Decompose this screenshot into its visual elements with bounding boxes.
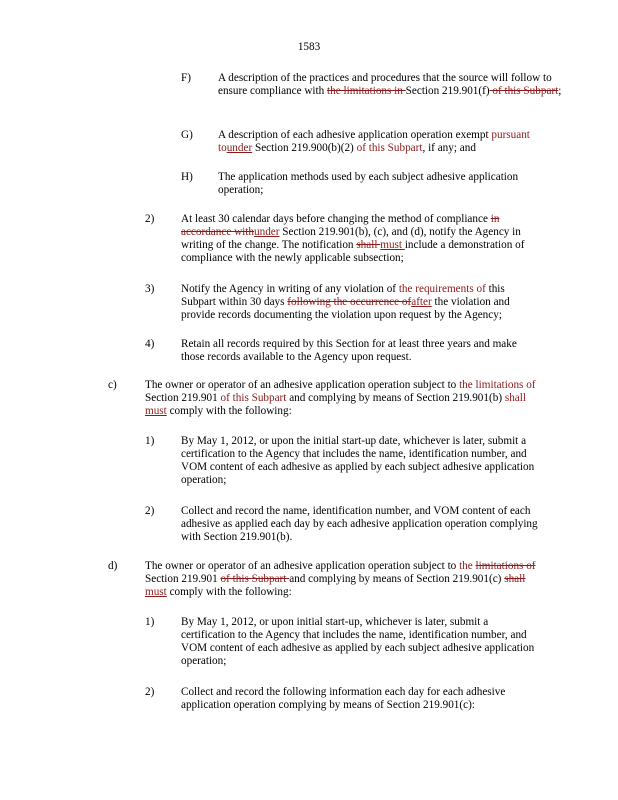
- text-run: Collect and record the name, identification number, and VOM content of each adhesive as applied each day by each adhesive application operation complying with Section 219.901(b).: [181, 505, 538, 543]
- item-marker: 1): [145, 435, 155, 447]
- item-marker: 2): [145, 213, 155, 225]
- text-run: ;: [558, 85, 562, 97]
- inserted-text: under: [226, 142, 253, 154]
- page-number: 1583: [297, 41, 321, 53]
- deleted-text: shall: [504, 573, 526, 585]
- item-marker: G): [181, 129, 193, 141]
- text-run: Section 219.901(f): [405, 85, 490, 97]
- item-text: [145, 560, 545, 599]
- text-run: A description of each adhesive application operation exempt: [218, 129, 492, 141]
- text-run: Section 219.900(b)(2): [252, 142, 357, 154]
- text-run: The owner or operator of an adhesive application operation subject to: [145, 560, 460, 572]
- text-run: and complying by means of Section 219.901(b): [286, 392, 505, 404]
- deleted-text: of this Subpart: [489, 85, 559, 97]
- inserted-text: the requirements of: [398, 283, 486, 295]
- text-run: comply with the following:: [166, 586, 292, 598]
- inserted-text: under: [254, 226, 280, 238]
- inserted-text: of this Subpart: [220, 392, 287, 404]
- item-text: [218, 72, 563, 98]
- inserted-text: shall: [504, 392, 526, 404]
- item-text: [181, 435, 541, 487]
- item-text: [181, 283, 538, 322]
- deleted-text: of this Subpart: [220, 573, 290, 585]
- item-marker: H): [181, 171, 193, 183]
- item-text: [181, 505, 541, 544]
- inserted-text: must: [145, 405, 167, 417]
- item-text: [145, 379, 545, 418]
- inserted-text: of this Subpart: [356, 142, 423, 154]
- item-marker: F): [181, 72, 191, 84]
- deleted-text: following the occurrence of: [287, 296, 412, 308]
- text-run: By May 1, 2012, or upon the initial start-up date, whichever is later, submit a certification to the Agency that includes the name, identification number, and VOM content of each adhesive as applied by each subject adhesive application operation;: [181, 435, 535, 486]
- item-text: [181, 213, 538, 265]
- deleted-text: in accordance with: [181, 213, 500, 238]
- text-run: A description of the practices and procedures that the source will follow to ensure compliance with: [218, 72, 552, 97]
- text-run: , if any; and: [422, 142, 476, 154]
- item-marker: 2): [145, 686, 155, 698]
- inserted-text: the limitations of: [459, 379, 536, 391]
- item-marker: 2): [145, 505, 155, 517]
- text-run: Section 219.901: [145, 392, 221, 404]
- text-run: comply with the following:: [166, 405, 292, 417]
- text-run: Notify the Agency in writing of any violation of: [181, 283, 399, 295]
- item-marker: 3): [145, 283, 155, 295]
- text-run: Section 219.901(b), (c), and (d), notify the Agency in writing of the change. The notification: [181, 226, 521, 251]
- text-run: Retain all records required by this Section for at least three years and make those records available to the Agency upon request.: [181, 338, 517, 363]
- text-run: this Subpart within 30 days: [181, 283, 505, 308]
- item-marker: 4): [145, 338, 155, 350]
- text-run: At least 30 calendar days before changing the method of compliance: [181, 213, 491, 225]
- item-marker: d): [108, 560, 118, 572]
- text-run: By May 1, 2012, or upon initial start-up, whichever is later, submit a certification to the Agency that includes the name, identification number, and VOM content of each adhesive as applied by each subject adhesive application operation;: [181, 616, 535, 667]
- text-run: Collect and record the following information each day for each adhesive application operation complying by means of Section 219.901(c):: [181, 686, 506, 711]
- item-text: [218, 171, 563, 197]
- text-run: The owner or operator of an adhesive application operation subject to: [145, 379, 460, 391]
- item-text: [181, 616, 543, 668]
- deleted-text: limitations of: [475, 560, 536, 572]
- text-run: The application methods used by each subject adhesive application operation;: [218, 171, 519, 196]
- inserted-text: must: [145, 586, 167, 598]
- item-marker: 1): [145, 616, 155, 628]
- inserted-text: pursuant to: [218, 129, 530, 154]
- inserted-text: after: [411, 296, 432, 308]
- item-marker: c): [108, 379, 117, 391]
- deleted-text: shall: [356, 239, 381, 251]
- text-run: the violation and provide records documenting the violation upon request by the Agency;: [181, 296, 510, 321]
- item-text: [181, 686, 543, 712]
- text-run: include a demonstration of compliance with the newly applicable subsection;: [181, 239, 525, 264]
- inserted-text: must: [380, 239, 405, 251]
- text-run: and complying by means of Section 219.901(c): [289, 573, 505, 585]
- item-text: [181, 338, 538, 364]
- deleted-text: the limitations in: [327, 85, 406, 97]
- text-run: Section 219.901: [145, 573, 221, 585]
- inserted-text: the: [459, 560, 476, 572]
- item-text: [218, 129, 563, 155]
